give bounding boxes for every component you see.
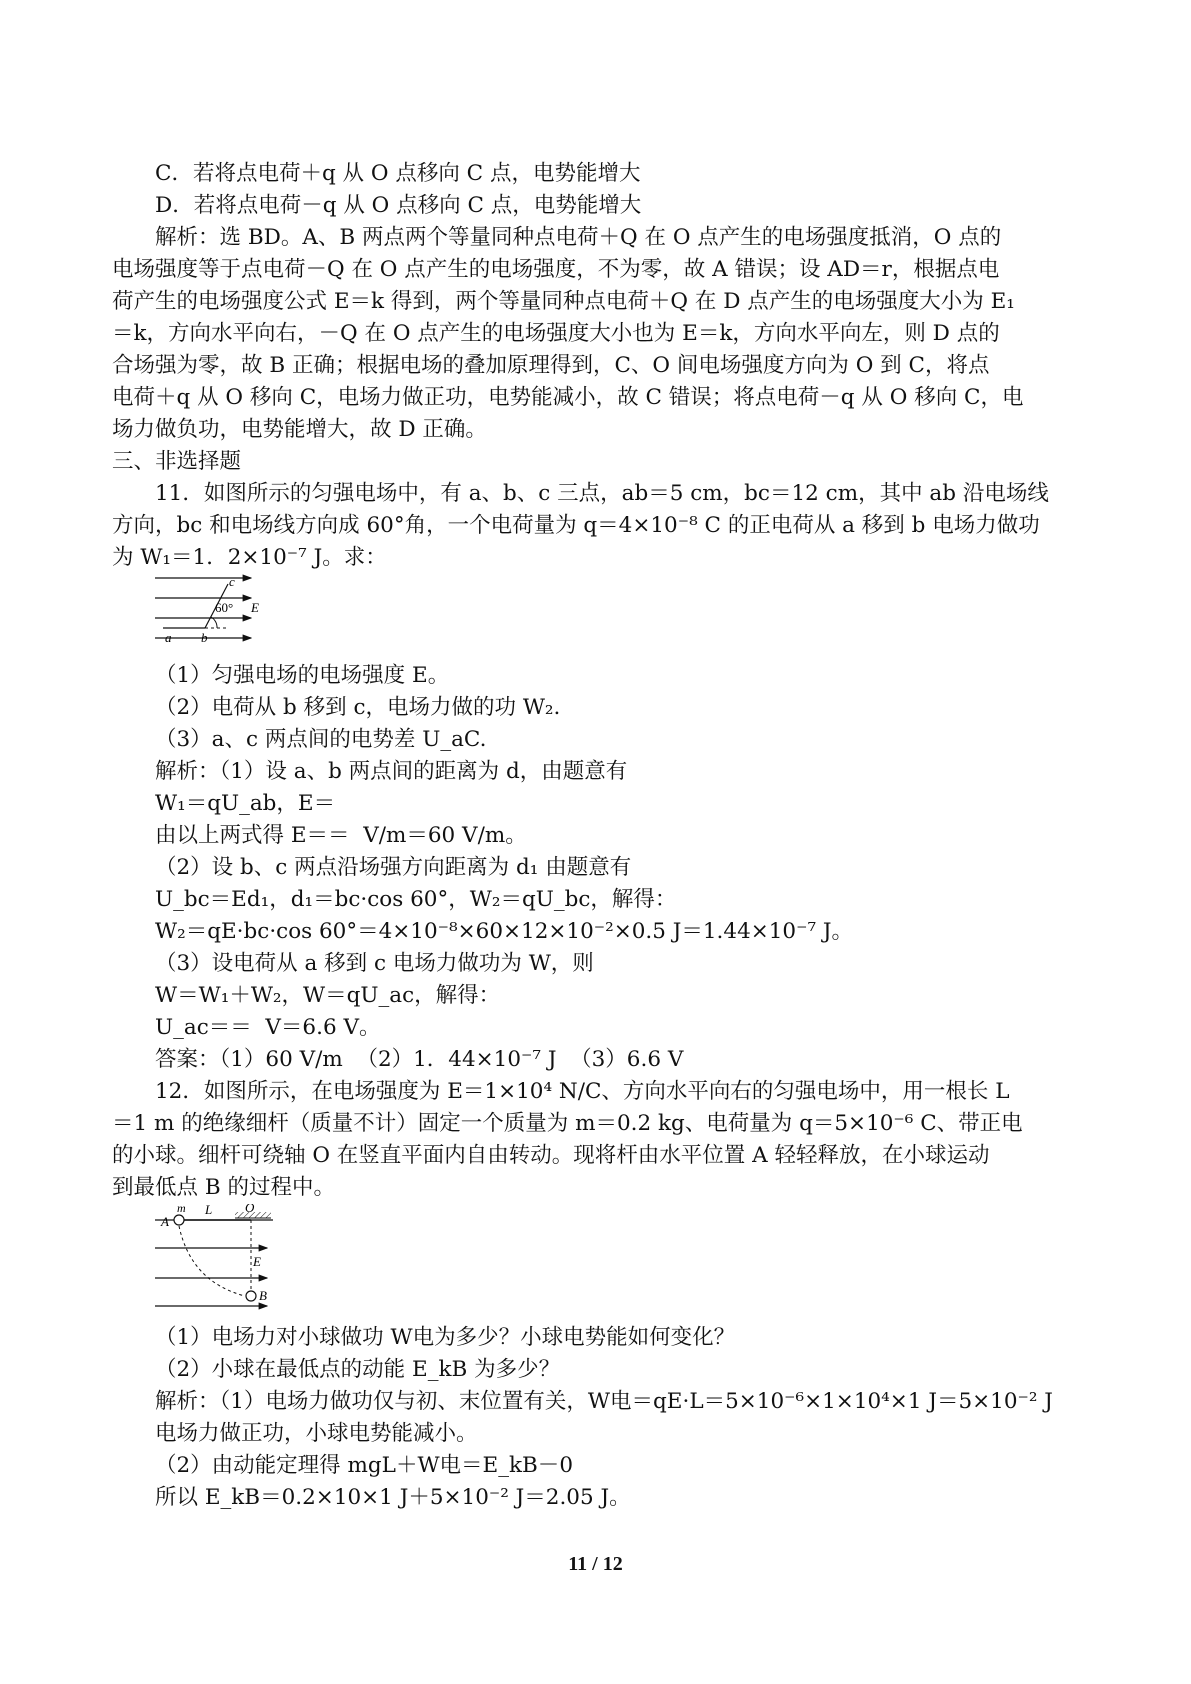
label-l: L bbox=[205, 1204, 213, 1217]
question-12-text: ＝1 m 的绝缘细杆（质量不计）固定一个质量为 m＝0.2 kg、电荷量为 q＝5×10⁻⁶ C、带正电 bbox=[112, 1111, 1023, 1136]
solution-line: 解析：（1）设 a、b 两点间的距离为 d，由题意有 bbox=[155, 759, 628, 784]
solution-line: W₁＝qU_ab，E＝ bbox=[155, 791, 336, 816]
solution-line: W₂＝qE·bc·cos 60°＝4×10⁻⁸×60×12×10⁻²×0.5 J＝1.44×10⁻⁷ J。 bbox=[155, 919, 854, 944]
analysis-line: 场力做负功，电势能增大，故 D 正确。 bbox=[112, 417, 487, 442]
analysis-line: 合场强为零，故 B 正确；根据电场的叠加原理得到，C、O 间电场强度方向为 O 到 C，将点 bbox=[112, 353, 990, 378]
analysis-line: 荷产生的电场强度公式 E＝k 得到，两个等量同种点电荷＋Q 在 D 点产生的电场强度大小为 E₁ bbox=[112, 289, 1015, 314]
solution-line: 电场力做正功，小球电势能减小。 bbox=[155, 1421, 478, 1446]
label-o: O bbox=[245, 1204, 255, 1215]
analysis-line: ＝k，方向水平向右，－Q 在 O 点产生的电场强度大小也为 E＝k，方向水平向左，则 D 点的 bbox=[112, 321, 1000, 346]
analysis-line: 电荷＋q 从 O 移向 C，电场力做正功，电势能减小，故 C 错误；将点电荷－q 从 O 移向 C，电 bbox=[112, 385, 1024, 410]
option-d: D．若将点电荷－q 从 O 点移向 C 点，电势能增大 bbox=[155, 193, 642, 218]
question-part: （3）a、c 两点间的电势差 U_aC. bbox=[155, 727, 487, 752]
label-a: a bbox=[165, 630, 172, 645]
question-part: （2）电荷从 b 移到 c，电场力做的功 W₂. bbox=[155, 695, 561, 720]
solution-line: 所以 E_kB＝0.2×10×1 J＋5×10⁻² J＝2.05 J。 bbox=[155, 1485, 631, 1510]
label-a-point: A bbox=[161, 1214, 169, 1229]
question-11-text: 11．如图所示的匀强电场中，有 a、b、c 三点，ab＝5 cm，bc＝12 cm，其中 ab 沿电场线 bbox=[155, 481, 1049, 506]
label-b: b bbox=[201, 630, 208, 645]
solution-line: 由以上两式得 E＝＝ V/m＝60 V/m。 bbox=[155, 823, 527, 848]
solution-line: （2）设 b、c 两点沿场强方向距离为 d₁ 由题意有 bbox=[155, 855, 632, 880]
question-11-text: 方向，bc 和电场线方向成 60°角，一个电荷量为 q＝4×10⁻⁸ C 的正电荷从 a 移到 b 电场力做功 bbox=[112, 513, 1040, 538]
page-number: 11 / 12 bbox=[568, 1553, 623, 1575]
analysis-line: 解析：选 BD。A、B 两点两个等量同种点电荷＋Q 在 O 点产生的电场强度抵消，O 点的 bbox=[155, 225, 1002, 250]
analysis-line: 电场强度等于点电荷－Q 在 O 点产生的电场强度，不为零，故 A 错误；设 AD＝r，根据点电 bbox=[112, 257, 1000, 282]
question-part: （2）小球在最低点的动能 E_kB 为多少？ bbox=[155, 1357, 561, 1382]
label-e-field: E bbox=[253, 1254, 261, 1269]
answer-line: 答案：（1）60 V/m （2）1．44×10⁻⁷ J （3）6.6 V bbox=[155, 1047, 684, 1072]
question-11-text: 为 W₁＝1．2×10⁻⁷ J。求： bbox=[112, 545, 387, 570]
figure-rod-in-field bbox=[155, 1204, 1098, 1322]
label-m: m bbox=[177, 1204, 186, 1215]
option-c: C．若将点电荷＋q 从 O 点移向 C 点，电势能增大 bbox=[155, 161, 641, 186]
section-heading: 三、非选择题 bbox=[112, 449, 242, 474]
label-e: E bbox=[251, 600, 259, 615]
question-12-text: 的小球。细杆可绕轴 O 在竖直平面内自由转动。现将杆由水平位置 A 轻轻释放，在小球运动 bbox=[112, 1143, 990, 1168]
page-body bbox=[112, 158, 1098, 1514]
question-part: （1）匀强电场的电场强度 E。 bbox=[155, 663, 450, 688]
solution-line: U_ac＝＝ V＝6.6 V。 bbox=[155, 1015, 381, 1040]
figure-uniform-field-abc bbox=[155, 572, 1098, 660]
question-part: （1）电场力对小球做功 W电为多少？小球电势能如何变化？ bbox=[155, 1325, 736, 1350]
label-angle: 60° bbox=[215, 600, 234, 615]
label-b-point: B bbox=[259, 1288, 267, 1303]
solution-line: （3）设电荷从 a 移到 c 电场力做功为 W，则 bbox=[155, 951, 594, 976]
label-c: c bbox=[229, 574, 235, 589]
solution-line: U_bc＝Ed₁，d₁＝bc·cos 60°，W₂＝qU_bc，解得： bbox=[155, 887, 677, 912]
field-diagram-1 bbox=[155, 572, 265, 654]
solution-line: W＝W₁＋W₂，W＝qU_ac，解得： bbox=[155, 983, 501, 1008]
question-12-text: 12．如图所示，在电场强度为 E＝1×10⁴ N/C、方向水平向右的匀强电场中，用一根长 L bbox=[155, 1079, 1010, 1104]
solution-line: 解析：（1）电场力做功仅与初、末位置有关，W电＝qE·L＝5×10⁻⁶×1×10⁴×1 J＝5×10⁻² J bbox=[155, 1389, 1053, 1414]
solution-line: （2）由动能定理得 mgL＋W电＝E_kB－0 bbox=[155, 1453, 573, 1478]
field-diagram-2 bbox=[155, 1204, 285, 1316]
question-12-text: 到最低点 B 的过程中。 bbox=[112, 1175, 335, 1200]
